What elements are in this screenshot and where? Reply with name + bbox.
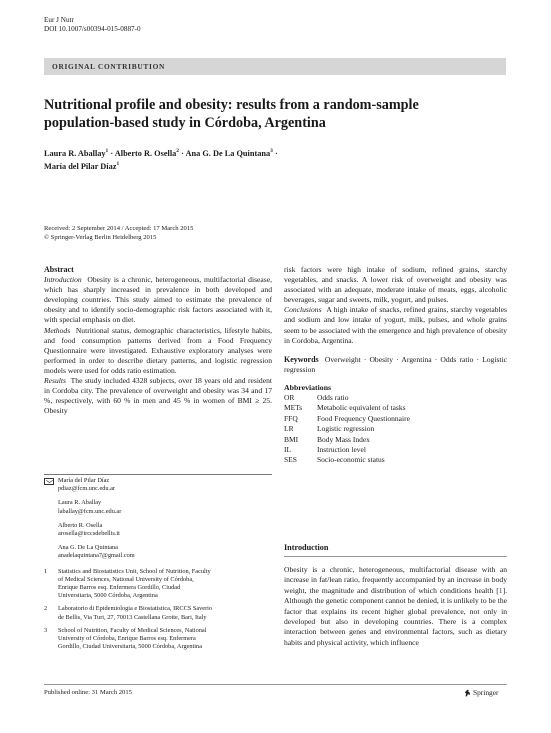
author-name: Alberto R. Osella <box>114 148 177 158</box>
abbreviation: FFQ <box>284 413 298 423</box>
title-line: Nutritional profile and obesity: results from a random-sample <box>44 97 419 113</box>
author-name: Laura R. Aballay <box>44 148 106 158</box>
abbreviation: BMI <box>284 434 299 444</box>
abbreviation-row <box>284 424 507 434</box>
affiliation-1 <box>44 568 274 601</box>
abstract-heading: Abstract <box>44 265 74 274</box>
author-separator: · <box>108 148 115 158</box>
abbreviation: OR <box>284 393 295 403</box>
contact-entry <box>58 499 274 515</box>
affiliation-text <box>58 605 272 621</box>
affiliation-line: Enrique Barros esq. Enfermera Gordillo, Ciudad <box>58 584 181 592</box>
introduction-text-end: ]. Although the genetic component cannot be denied, it is unlikely to be the factor that explains its recent higher global prevalence, not only in developed but also in developing countries. There is a complex interaction between genes and environmental factors, such as dietary habits and physical activity, which influence <box>284 585 507 647</box>
methods-text: Nutritional status, demographic characteristics, lifestyle habits, and food consumption patterns derived from a Food Frequency Questionnaire were investigated. Exhaustive exploratory analyses were performed in order to describe dietary patterns, and logistic regression models were used for odds ratio estimation. <box>44 325 272 375</box>
abstract-column-left <box>44 265 272 416</box>
title-line: population-based study in Córdoba, Argentina <box>44 114 326 131</box>
journal-header <box>44 16 141 35</box>
received-info <box>44 225 193 242</box>
springer-horse-icon <box>464 689 471 697</box>
author-affiliation: 3 <box>270 148 273 154</box>
abbreviation: SES <box>284 455 297 465</box>
abbreviation-row <box>284 393 507 403</box>
author-affiliation: 2 <box>176 148 180 154</box>
abbreviations-heading: Abbreviations <box>284 382 332 392</box>
contact-entry <box>58 522 274 538</box>
section-label: ORIGINAL CONTRIBUTION <box>52 61 166 71</box>
contact-name: Laura R. Aballay <box>58 499 102 507</box>
journal-name: Eur J Nutr <box>44 16 74 24</box>
citation-link[interactable]: 1 <box>498 585 503 595</box>
methods-label: Methods <box>44 325 71 335</box>
affiliation-line: Gordillo, Ciudad Universitaria, 5000 Córdoba, Argentina <box>58 643 202 651</box>
copyright: © Springer-Verlag Berlin Heidelberg 2015 <box>44 233 157 241</box>
contact-name: Alberto R. Osella <box>58 521 103 529</box>
footnote-divider <box>44 474 272 475</box>
conclusions-label: Conclusions <box>284 305 322 315</box>
abstract-methods <box>44 326 272 376</box>
abbreviation-meaning: Logistic regression <box>317 424 375 434</box>
abbreviation-meaning: Body Mass Index <box>317 434 370 444</box>
abbreviation-meaning: Socio-economic status <box>317 455 385 465</box>
affiliation-2 <box>44 605 274 621</box>
abbreviation-row <box>284 414 507 424</box>
affiliation-text <box>58 627 272 652</box>
publisher-logo <box>464 688 498 697</box>
affiliation-line: University of Córdoba, Enrique Barros esq. Enfermera <box>58 635 196 643</box>
keywords-text: Overweight · Obesity · Argentina · Odds ratio · Logistic regression <box>284 354 507 374</box>
keywords <box>284 355 507 375</box>
affiliation-line: School of Nutrition, Faculty of Medical Sciences, National <box>58 626 207 634</box>
introduction-divider <box>284 556 507 557</box>
results-label: Results <box>44 376 66 386</box>
contact-email[interactable]: anadelaquintana7@gmail.com <box>58 552 135 560</box>
contact-name: Ana G. De La Quintana <box>58 544 118 552</box>
contact-footnotes <box>44 477 274 651</box>
affiliation-line: Universitaria, 5000 Córdoba, Argentina <box>58 592 158 600</box>
affiliation-line: Laboratorio di Epidemiologia e Biostatistica, IRCCS Saverio <box>58 605 213 613</box>
contact-entry <box>58 544 274 560</box>
abbreviation-meaning: Metabolic equivalent of tasks <box>317 403 406 413</box>
abbreviation-meaning: Food Frequency Questionnaire <box>317 413 410 423</box>
keywords-label: Keywords <box>284 354 319 364</box>
publisher-name: Springer <box>473 688 499 697</box>
affiliation-number: 1 <box>44 567 48 575</box>
abbreviation-row <box>284 435 507 445</box>
contact-email[interactable]: pdiaz@fcm.unc.edu.ar <box>58 485 116 493</box>
author-list <box>44 146 344 173</box>
author-separator: · <box>272 148 278 158</box>
section-banner <box>44 58 506 75</box>
contact-name: María del Pilar Díaz <box>58 477 110 484</box>
abbreviation-row <box>284 455 507 465</box>
received-dates: Received: 2 September 2014 / Accepted: 17 March 2015 <box>44 225 194 232</box>
contact-email[interactable]: arosella@irccsdebellis.it <box>58 530 120 538</box>
author-name: Ana G. De La Quintana <box>185 148 271 158</box>
affiliation-number: 2 <box>44 605 48 613</box>
contact-email[interactable]: laballay@fcm.unc.edu.ar <box>58 507 122 515</box>
article-title <box>44 97 514 132</box>
abbreviation: IL <box>284 445 292 455</box>
introduction-label: Introduction <box>44 275 82 285</box>
introduction-text-start: Obesity is a chronic, heterogeneous, multifactorial disease with an increase in fat/lean ratio, frequently accompanied by an increase in body weight, the magnitude and distribution of which conditions health [ <box>284 565 507 595</box>
abbreviation-meaning: Instruction level <box>317 445 366 455</box>
author-affiliation: 1 <box>105 148 109 154</box>
abstract-conclusions <box>284 305 507 345</box>
results-text: The study included 4328 subjects, over 18 years old and resident in Cordoba city. The prevalence of overweight and obesity was 34 and 17 %, respectively, with 60 % in men and 45 % in women of BMI ≥ 25. Obesity <box>44 376 272 416</box>
affiliation-line: of Medical Sciences, National University of Córdoba, <box>58 575 194 583</box>
introduction-text: Obesity is a chronic, heterogeneous, multifactorial disease, which has sharply increased in prevalence in both developed and developing countries. This study aimed to estimate the prevalence of obesity and to identify socio-demographic risk factors associated with it, with special emphasis on diet. <box>44 275 273 325</box>
footer-divider <box>44 684 507 685</box>
affiliation-text <box>58 568 272 601</box>
abstract-introduction <box>44 275 272 325</box>
author-separator: · <box>179 148 186 158</box>
abbreviation: LR <box>284 424 294 434</box>
affiliation-3 <box>44 627 274 652</box>
affiliation-line: Statistics and Biostatistics Unit, School of Nutrition, Faculty <box>58 567 211 575</box>
introduction-heading: Introduction <box>284 543 329 552</box>
envelope-icon <box>44 478 54 485</box>
introduction-body <box>284 565 507 648</box>
abbreviation-row <box>284 445 507 455</box>
affiliation-number: 3 <box>44 626 48 634</box>
results-continued: risk factors were high intake of sodium, refined grains, starchy vegetables, and snacks. A lower risk of overweight and obesity was associated with an adequate, moderate intake of meats, eggs, alcoholic beverages, sugar and sweets, milk, yogurt, and pulses. <box>284 265 507 305</box>
corresponding-author <box>58 477 274 493</box>
abstract-results <box>44 376 272 416</box>
affiliation-line: de Bellis, Via Turi, 27, 70013 Castellana Grotte, Bari, Italy <box>58 613 207 621</box>
abstract-column-right <box>284 265 507 466</box>
abbreviation: METs <box>284 403 303 413</box>
author-name: María del Pilar Díaz <box>44 162 117 172</box>
abbreviation-meaning: Odds ratio <box>317 393 349 403</box>
abbreviations-list <box>284 393 507 466</box>
conclusions-text: A high intake of snacks, refined grains, starchy vegetables and sodium and low intake of yogurt, milk, pulses, and whole grains seem to be associated with the emergence and high prevalence of obesity in Cordoba, Argentina. <box>284 305 507 345</box>
abbreviation-row <box>284 403 507 413</box>
published-date: Published online: 31 March 2015 <box>44 689 132 696</box>
author-affiliation: 1 <box>116 161 120 168</box>
doi: DOI 10.1007/s00394-015-0887-0 <box>44 25 141 34</box>
